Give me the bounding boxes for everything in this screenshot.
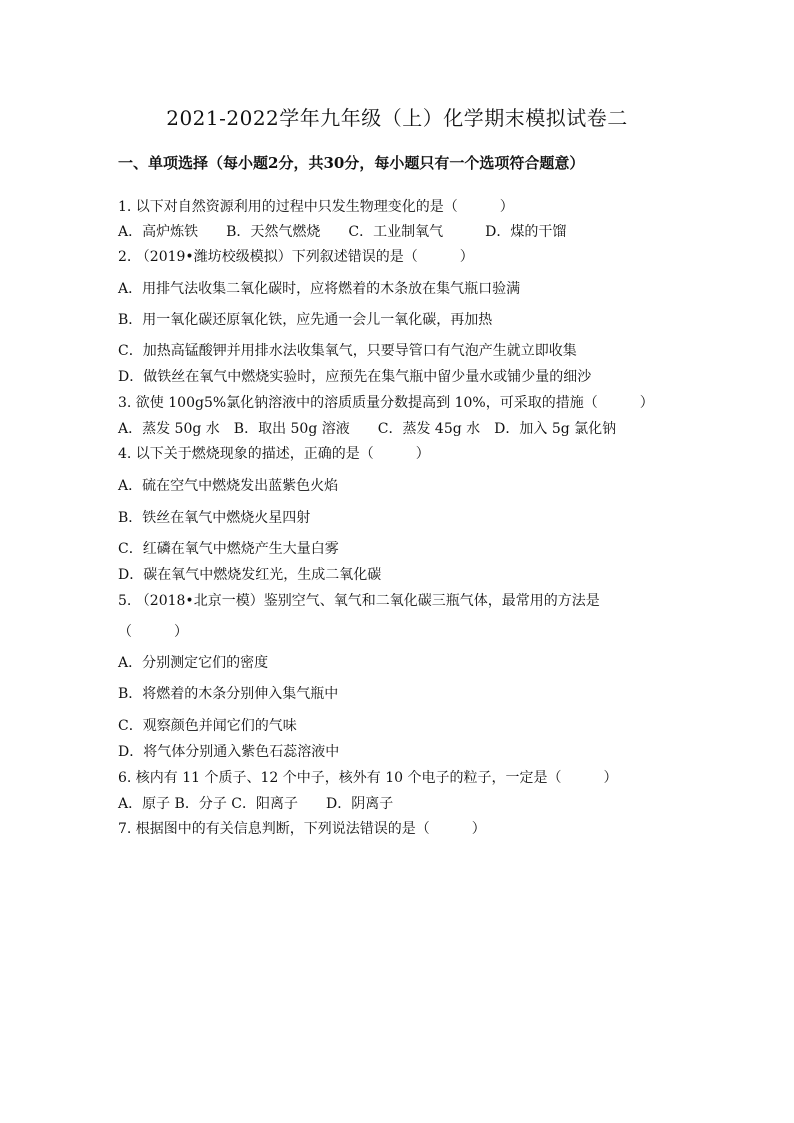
question-3-options: A．蒸发 50g 水 B．取出 50g 溶液 C．蒸发 45g 水 D．加入 5g 氯化钠 [118,421,617,437]
question-2-option-c: C．加热高锰酸钾并用排水法收集氧气，只要导管口有气泡产生就立即收集 [118,343,577,359]
question-4-option-b: B．铁丝在氧气中燃烧火星四射 [118,510,311,526]
question-7-stem: 7. 根据图中的有关信息判断，下列说法错误的是（ ） [118,821,486,837]
section-heading: 一、单项选择（每小题2分，共30分，每小题只有一个选项符合题意） [118,154,585,172]
question-4-stem: 4. 以下关于燃烧现象的描述，正确的是（ ） [118,446,430,462]
question-4-option-a: A．硫在空气中燃烧发出蓝紫色火焰 [118,478,339,494]
question-2-option-b: B．用一氧化碳还原氧化铁，应先通一会儿一氧化碳，再加热 [118,312,493,328]
question-5-option-a: A．分别测定它们的密度 [118,655,269,671]
question-6-options: A．原子 B．分子 C．阳离子 D．阴离子 [118,796,394,812]
exam-title: 2021-2022学年九年级（上）化学期末模拟试卷二 [166,106,628,130]
question-5-option-b: B．将燃着的木条分别伸入集气瓶中 [118,686,339,702]
question-5-option-c: C．观察颜色并闻它们的气味 [118,718,297,734]
question-6-stem: 6. 核内有 11 个质子、12 个中子，核外有 10 个电子的粒子，一定是（ ） [118,770,618,786]
question-2-stem: 2. （2019•潍坊校级模拟）下列叙述错误的是（ ） [118,249,474,265]
question-4-option-d: D．碳在氧气中燃烧发红光，生成二氧化碳 [118,567,382,583]
question-1-options: A．高炉炼铁 B．天然气燃烧 C．工业制氧气 D．煤的干馏 [118,224,567,240]
question-3-stem: 3. 欲使 100g5%氯化钠溶液中的溶质质量分数提高到 10%，可采取的措施（ ） [118,395,654,411]
question-1-stem: 1. 以下对自然资源利用的过程中只发生物理变化的是（ ） [118,199,514,215]
question-4-option-c: C．红磷在氧气中燃烧产生大量白雾 [118,541,339,557]
question-5-option-d: D．将气体分别通入紫色石蕊溶液中 [118,744,340,760]
question-5-stem: 5. （2018•北京一模）鉴别空气、氧气和二氧化碳三瓶气体，最常用的方法是 [118,593,600,609]
question-2-option-a: A．用排气法收集二氧化碳时，应将燃着的木条放在集气瓶口验满 [118,281,521,297]
question-2-option-d: D．做铁丝在氧气中燃烧实验时，应预先在集气瓶中留少量水或铺少量的细沙 [118,369,592,385]
question-5-stem-continued: （ ） [118,624,188,640]
